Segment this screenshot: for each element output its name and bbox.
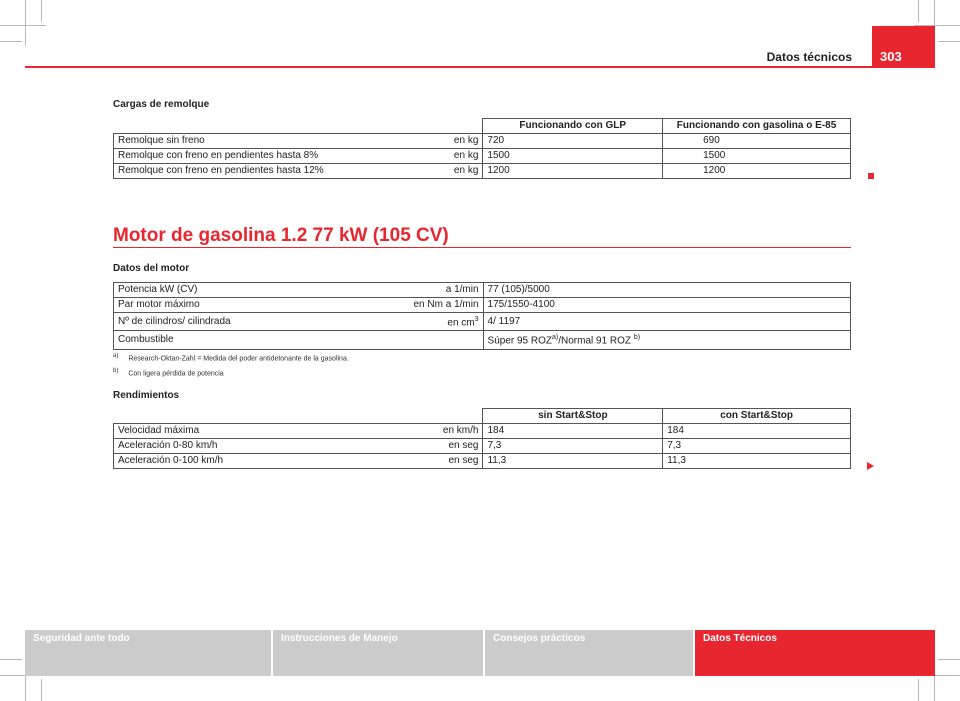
table-header-row — [114, 409, 851, 424]
performance-table — [113, 408, 851, 469]
column-header: Funcionando con gasolina o E-85 — [663, 119, 851, 134]
cell-value — [483, 331, 850, 349]
row-unit: en seg — [333, 454, 483, 469]
table-row — [114, 164, 851, 179]
tab-seguridad[interactable]: Seguridad ante todo — [25, 630, 271, 676]
cell-value: 7,3 — [663, 439, 851, 454]
performance-label: Rendimientos — [113, 390, 180, 401]
table-header-row — [114, 119, 851, 134]
section-title: Datos técnicos — [766, 50, 852, 64]
row-label: Velocidad máxima — [114, 424, 334, 439]
fuel-type-b: /Normal 91 ROZ — [558, 335, 634, 347]
footnote — [113, 353, 349, 362]
crop-mark — [0, 41, 22, 42]
crop-mark — [938, 41, 960, 42]
cell-value: 175/1550-4100 — [483, 298, 850, 313]
engine-data-label: Datos del motor — [113, 263, 190, 274]
heading-divider — [113, 247, 851, 248]
crop-mark — [0, 25, 46, 26]
footnote-mark: b) — [113, 368, 119, 374]
crop-mark — [41, 679, 42, 701]
fuel-type-a: Súper 95 ROZ — [487, 335, 553, 347]
row-label: Aceleración 0-100 km/h — [114, 454, 334, 469]
tab-consejos[interactable]: Consejos prácticos — [485, 630, 693, 676]
cell-value: 184 — [483, 424, 663, 439]
table-row — [114, 134, 851, 149]
crop-mark — [25, 0, 26, 46]
row-unit: en kg — [333, 134, 482, 149]
table-row — [114, 298, 851, 313]
section-end-marker — [868, 173, 874, 179]
engine-data-table — [113, 282, 851, 350]
footnote — [113, 368, 224, 377]
unit-superscript: 3 — [474, 316, 479, 323]
row-label: Combustible — [114, 331, 334, 349]
row-unit: en kg — [333, 149, 482, 164]
cell-value: 77 (105)/5000 — [483, 283, 850, 298]
column-header: con Start&Stop — [663, 409, 851, 424]
crop-mark — [0, 659, 22, 660]
column-header: sin Start&Stop — [483, 409, 663, 424]
row-label: Remolque con freno en pendientes hasta 12% — [114, 164, 334, 179]
table-row — [114, 439, 851, 454]
row-unit: en km/h — [333, 424, 483, 439]
row-unit — [333, 313, 483, 331]
cell-value: 184 — [663, 424, 851, 439]
trailer-loads-table — [113, 118, 851, 179]
cell-value: 7,3 — [483, 439, 663, 454]
header-divider — [25, 66, 935, 68]
table-row — [114, 331, 851, 349]
cell-value: 4/ 1197 — [483, 313, 850, 331]
unit-text: en cm — [447, 317, 475, 329]
cell-value: 1200 — [663, 164, 851, 179]
footnote-text: Con ligera pérdida de potencia — [128, 370, 224, 378]
table-row — [114, 424, 851, 439]
page-number: 303 — [872, 26, 935, 66]
row-label: Remolque sin freno — [114, 134, 334, 149]
trailer-loads-label: Cargas de remolque — [113, 99, 210, 110]
crop-mark — [938, 659, 960, 660]
row-label: Nº de cilindros/ cilindrada — [114, 313, 334, 331]
cell-value: 1200 — [483, 164, 663, 179]
table-row — [114, 149, 851, 164]
tab-datos-tecnicos[interactable]: Datos Técnicos — [695, 630, 935, 676]
page-heading: Motor de gasolina 1.2 77 kW (105 CV) — [113, 225, 449, 246]
table-row — [114, 283, 851, 298]
cell-value: 720 — [483, 134, 663, 149]
cell-value: 690 — [663, 134, 851, 149]
row-label: Aceleración 0-80 km/h — [114, 439, 334, 454]
cell-value: 1500 — [663, 149, 851, 164]
footnote-text: Research-Oktan-Zahl = Medida del poder antidetonante de la gasolina. — [128, 355, 349, 363]
row-unit — [333, 331, 483, 349]
footnote-ref: b) — [633, 334, 641, 342]
cell-value: 1500 — [483, 149, 663, 164]
table-row — [114, 454, 851, 469]
footnote-ref: a) — [552, 334, 559, 342]
footer-nav — [25, 630, 935, 676]
row-label: Remolque con freno en pendientes hasta 8% — [114, 149, 334, 164]
row-unit: en Nm a 1/min — [333, 298, 483, 313]
crop-mark — [918, 679, 919, 701]
crop-mark — [41, 0, 42, 22]
tab-instrucciones[interactable]: Instrucciones de Manejo — [273, 630, 483, 676]
row-unit: en seg — [333, 439, 483, 454]
row-label: Par motor máximo — [114, 298, 334, 313]
continue-arrow-icon — [867, 462, 874, 470]
table-row — [114, 313, 851, 331]
column-header: Funcionando con GLP — [483, 119, 663, 134]
footnote-mark: a) — [113, 353, 119, 359]
cell-value: 11,3 — [483, 454, 663, 469]
row-unit: a 1/min — [333, 283, 483, 298]
crop-mark — [918, 0, 919, 22]
row-label: Potencia kW (CV) — [114, 283, 334, 298]
row-unit: en kg — [333, 164, 482, 179]
cell-value: 11,3 — [663, 454, 851, 469]
